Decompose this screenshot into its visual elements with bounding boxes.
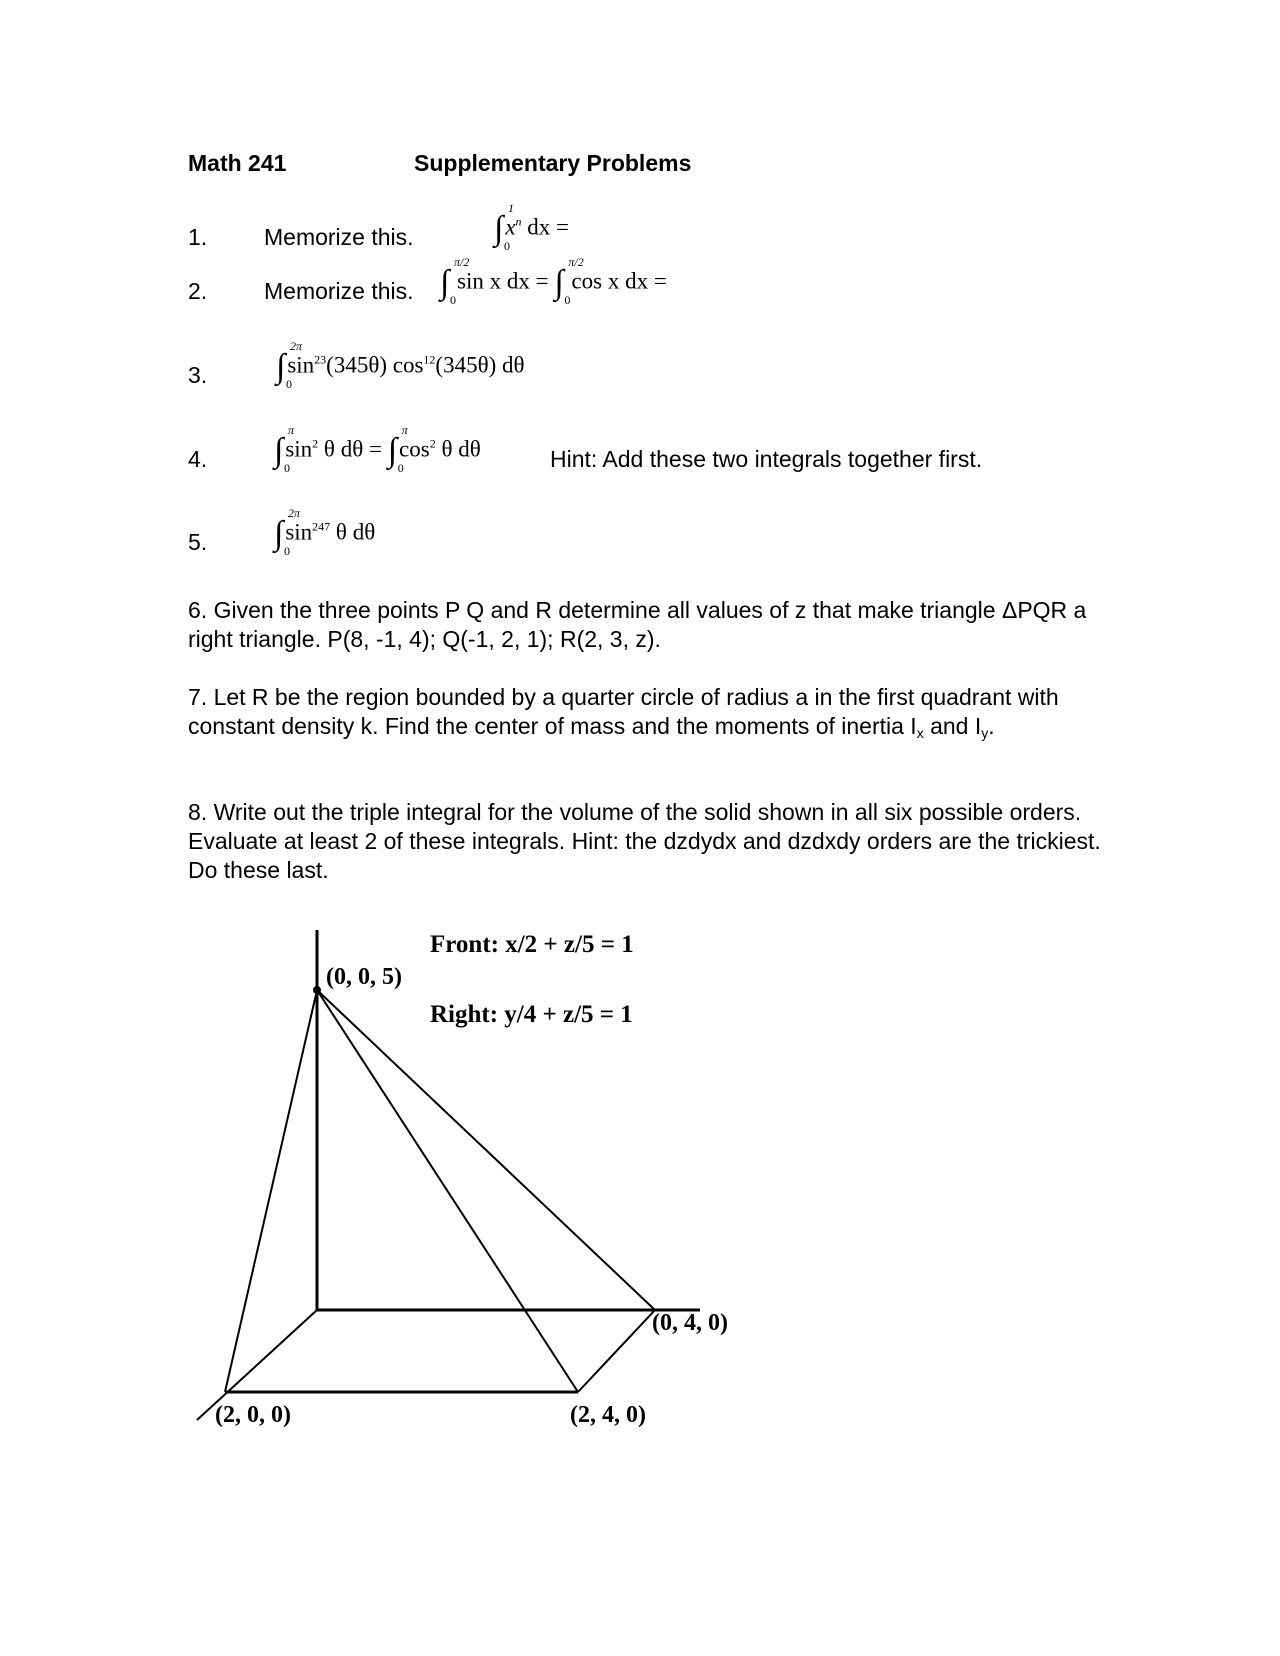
problem-5-number: 5. xyxy=(188,529,208,555)
problem-4-number: 4. xyxy=(188,446,208,472)
integral-sign: ∫ π 0 xyxy=(387,423,408,475)
integral-sign: ∫ 1 0 xyxy=(494,201,514,253)
vertex-top xyxy=(313,986,321,994)
problem-2-text: Memorize this. xyxy=(264,278,414,304)
edge-top-x xyxy=(225,990,317,1392)
label-top: (0, 0, 5) xyxy=(326,964,402,990)
integral-sign: ∫ 2π 0 xyxy=(276,339,303,391)
page-title: Supplementary Problems xyxy=(414,150,692,176)
integral-sign: ∫ π/2 0 xyxy=(440,255,470,307)
problem-1-formula: ∫ 1 0 $x^n$ dx = xyxy=(494,201,570,253)
problem-5-formula: ∫ 2π 0 $\sin^{247} \theta$ dθ xyxy=(274,506,376,558)
problem-7: 7. Let R be the region bounded by a quarter circle of radius a in the first quadrant with constant density k. Find the center of mass and the moments of inertia $I_x$ and $I_y$. xyxy=(188,684,1059,741)
problem-4-formula: ∫ π 0 $\sin^2 \theta$ dθ = ∫ π 0 $\cos^2 \theta$ dθ xyxy=(274,423,481,475)
problem-3-formula: ∫ 2π 0 $\sin^{23}(345\theta)$ $\cos^{12}(345\theta)$ dθ xyxy=(276,339,525,391)
edge-xy-y xyxy=(578,1310,655,1392)
edge-top-y xyxy=(317,990,655,1310)
problem-6: 6. Given the three points P Q and R determine all values of z that make triangle ΔPQR a right triangle. P(8, -1, 4); Q(-1, 2, 1); R(2, 3, z). xyxy=(188,597,1087,652)
label-xy: (2, 4, 0) xyxy=(570,1402,646,1428)
label-x: (2, 0, 0) xyxy=(215,1402,291,1428)
problem-1-number: 1. xyxy=(188,224,208,250)
problem-4-hint: Hint: Add these two integrals together first. xyxy=(550,446,983,472)
edge-top-xy xyxy=(317,990,578,1392)
integral-sign: ∫ π/2 0 xyxy=(554,255,584,307)
course-title: Math 241 xyxy=(188,150,287,176)
label-y: (0, 4, 0) xyxy=(652,1310,728,1336)
problem-8: 8. Write out the triple integral for the volume of the solid shown in all six possible orders. Evaluate at least 2 of these integrals. Hint: the dzdydx and dzdxdy orders are the trickiest. Do these last. xyxy=(188,799,1101,883)
problem-3-number: 3. xyxy=(188,362,208,388)
problem-2-formula: ∫ π/2 0 sin x dx = ∫ π/2 0 cos x dx = xyxy=(440,255,667,307)
integral-sign: ∫ 2π 0 xyxy=(274,506,301,558)
problem-1-text: Memorize this. xyxy=(264,224,414,250)
right-equation: Right: y/4 + z/5 = 1 xyxy=(430,1001,633,1028)
front-equation: Front: x/2 + z/5 = 1 xyxy=(430,931,634,958)
problem-2-number: 2. xyxy=(188,278,208,304)
integral-sign: ∫ π 0 xyxy=(274,423,295,475)
